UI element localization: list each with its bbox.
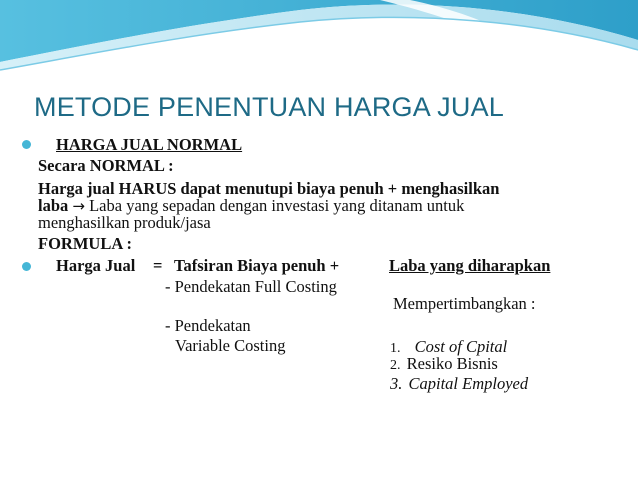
factor-text: Resiko Bisnis	[406, 354, 498, 373]
bullet-dot-icon	[22, 262, 31, 271]
profit-label: laba	[38, 196, 69, 215]
approach-variable-costing: Variable Costing	[175, 336, 286, 355]
formula-equals: =	[153, 256, 163, 275]
slide-title: METODE PENENTUAN HARGA JUAL	[34, 92, 504, 122]
description-line-2-text: Laba yang sepadan dengan investasi yang ditanam untuk	[84, 196, 465, 215]
factor-text: Capital Employed	[408, 374, 529, 393]
approach-variable-label: - Pendekatan	[165, 316, 251, 335]
factor-item	[390, 354, 498, 375]
approach-full-costing: - Pendekatan Full Costing	[165, 277, 337, 296]
factor-number: 3.	[390, 374, 403, 393]
description-line-1: Harga jual HARUS dapat menutupi biaya penuh + menghasilkan	[38, 179, 500, 198]
factor-number: 2.	[390, 358, 401, 373]
bullet-dot-icon	[22, 140, 31, 149]
section-heading: HARGA JUAL NORMAL	[56, 135, 243, 154]
normal-label: Secara NORMAL :	[38, 156, 174, 175]
factor-item	[390, 374, 528, 393]
formula-label: FORMULA :	[38, 234, 132, 253]
formula-term-full-cost: Tafsiran Biaya penuh +	[174, 256, 340, 275]
considering-label: Mempertimbangkan :	[393, 294, 536, 313]
right-arrow-icon: →	[72, 197, 85, 215]
factor-number: 1.	[390, 341, 401, 356]
header-wave-banner	[0, 0, 638, 80]
formula-lhs: Harga Jual	[56, 256, 136, 275]
factor-text: Cost of Cpital	[414, 337, 508, 356]
description-line-3: menghasilkan produk/jasa	[38, 213, 211, 232]
formula-term-profit: Laba yang diharapkan	[389, 256, 551, 275]
